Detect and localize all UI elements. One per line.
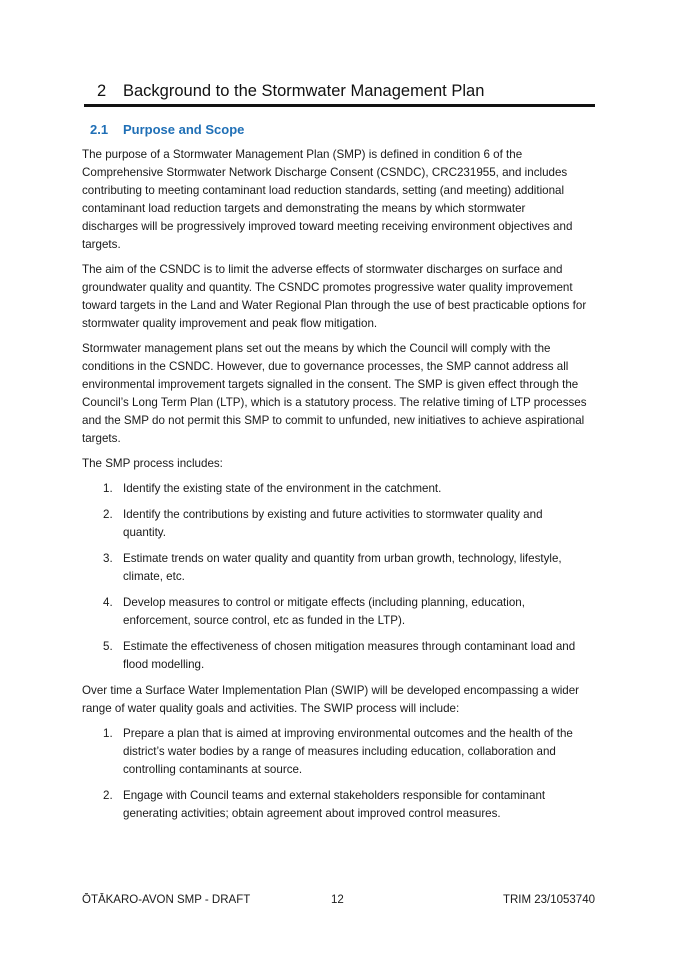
section-number: 2	[97, 82, 107, 100]
section-heading	[97, 80, 595, 102]
text-line: Council’s Long Term Plan (LTP), which is a statutory process. The relative timing of LTP processes	[82, 396, 587, 409]
paragraph-swip	[82, 682, 597, 718]
text-line: Estimate the effectiveness of chosen mitigation measures through contaminant load and	[123, 640, 576, 653]
text-line: The purpose of a Stormwater Management Plan (SMP) is defined in condition 6 of the	[82, 148, 523, 161]
paragraph-purpose	[82, 146, 597, 254]
text-line: environmental improvement targets signalled in the consent. The SMP is given effect through the	[82, 378, 579, 391]
text-line: contributing to meeting contaminant load reduction standards, setting (and meeting) additional	[82, 184, 565, 197]
list-item	[82, 725, 597, 779]
text-line: controlling contaminants at source.	[123, 763, 303, 776]
text-line: targets.	[82, 238, 121, 251]
text-line: quantity.	[123, 526, 166, 539]
text-line: Comprehensive Stormwater Network Discharge Consent (CSNDC), CRC231955, and includes	[82, 166, 568, 179]
paragraph-smp-process-intro	[82, 455, 597, 473]
text-line: district’s water bodies by a range of measures including education, collaboration and	[123, 745, 556, 758]
list-number: 2.	[103, 789, 113, 802]
paragraph-aim	[82, 261, 597, 333]
text-line: toward targets in the Land and Water Regional Plan through the use of best practicable options for	[82, 299, 587, 312]
text-line: range of water quality goals and activities. The SWIP process will include:	[82, 702, 460, 715]
swip-process-list	[82, 725, 597, 823]
list-number: 5.	[103, 640, 113, 653]
text-line: Develop measures to control or mitigate effects (including planning, education,	[123, 596, 525, 609]
text-line: groundwater quality and quantity. The CSNDC promotes progressive water quality improvement	[82, 281, 573, 294]
text-line: generating activities; obtain agreement about improved control measures.	[123, 807, 501, 820]
text-line: Identify the contributions by existing and future activities to stormwater quality and	[123, 508, 543, 521]
text-line: conditions in the CSNDC. However, due to governance processes, the SMP cannot address all	[82, 360, 569, 373]
text-line: flood modelling.	[123, 658, 205, 671]
text-line: Stormwater management plans set out the means by which the Council will comply with the	[82, 342, 551, 355]
subsection-number: 2.1	[90, 122, 109, 137]
paragraph-management-plans	[82, 340, 597, 448]
list-item	[82, 550, 597, 586]
text-line: The aim of the CSNDC is to limit the adverse effects of stormwater discharges on surface and	[82, 263, 563, 276]
text-line: Over time a Surface Water Implementation Plan (SWIP) will be developed encompassing a wider	[82, 684, 580, 697]
list-number: 1.	[103, 727, 113, 740]
text-line: Identify the existing state of the environment in the catchment.	[123, 482, 442, 495]
list-item	[82, 787, 597, 823]
footer-document-title: ŌTĀKARO-AVON SMP - DRAFT	[82, 894, 251, 906]
text-line: discharges will be progressively improved toward meeting receiving environment objectives and	[82, 220, 573, 233]
text-line: stormwater quality improvement and peak flow mitigation.	[82, 317, 378, 330]
smp-process-list	[82, 480, 597, 674]
heading-rule	[84, 104, 595, 107]
text-line: enforcement, source control, etc as funded in the LTP).	[123, 614, 406, 627]
text-line: The SMP process includes:	[82, 457, 223, 470]
text-line: climate, etc.	[123, 570, 185, 583]
list-number: 3.	[103, 552, 113, 565]
section-title: Background to the Stormwater Management Plan	[123, 82, 485, 100]
subsection-heading	[90, 121, 244, 139]
text-line: and the SMP do not permit this SMP to commit to unfunded, new initiatives to achieve aspirational	[82, 414, 585, 427]
footer-trim-reference: TRIM 23/1053740	[502, 894, 595, 906]
body-text	[82, 146, 597, 831]
list-item	[82, 638, 597, 674]
list-number: 1.	[103, 482, 113, 495]
text-line: Estimate trends on water quality and quantity from urban growth, technology, lifestyle,	[123, 552, 562, 565]
text-line: Engage with Council teams and external stakeholders responsible for contaminant	[123, 789, 546, 802]
subsection-title: Purpose and Scope	[123, 122, 245, 137]
list-item	[82, 594, 597, 630]
list-item	[82, 480, 597, 498]
list-item	[82, 506, 597, 542]
text-line: contaminant load reduction targets and demonstrating the means by which stormwater	[82, 202, 526, 215]
text-line: targets.	[82, 432, 121, 445]
list-number: 2.	[103, 508, 113, 521]
list-number: 4.	[103, 596, 113, 609]
footer-page-number: 12	[331, 894, 344, 906]
text-line: Prepare a plan that is aimed at improving environmental outcomes and the health of the	[123, 727, 573, 740]
